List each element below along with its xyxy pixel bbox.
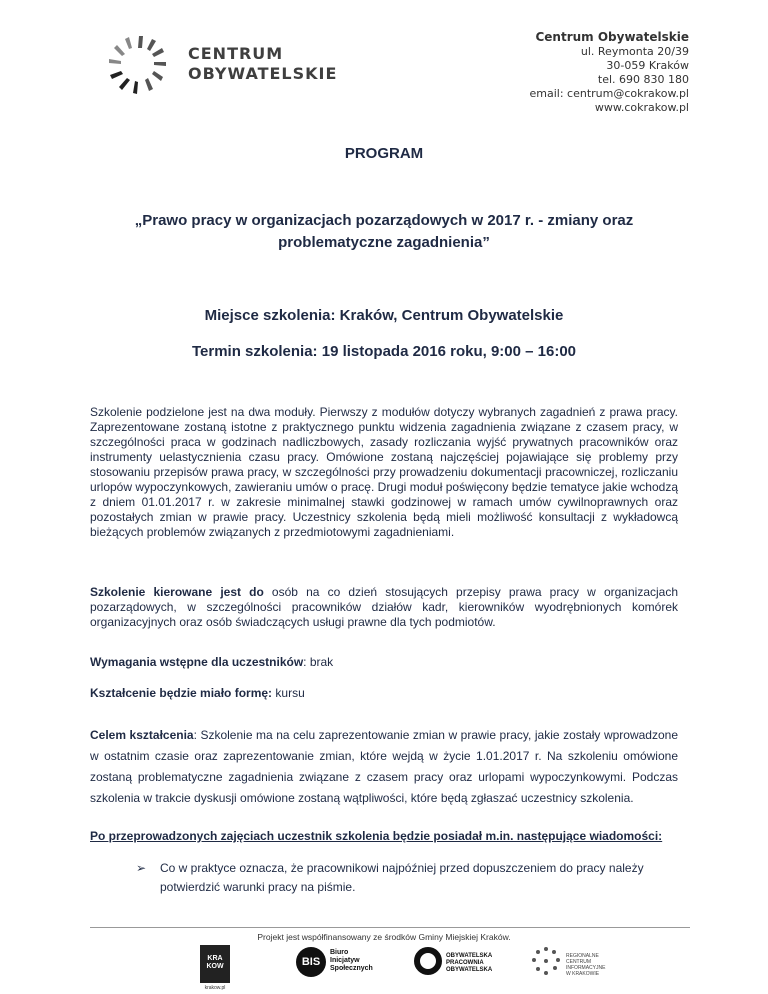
rci-dots-icon — [530, 945, 562, 977]
centrum-obywatelskie-logo — [96, 30, 336, 100]
goal-paragraph — [90, 725, 678, 809]
title-line-1: „Prawo pracy w organizacjach pozarządowych w 2017 r. - zmiany oraz — [134, 212, 634, 229]
krakow-logo-mark: KRA KOW — [206, 955, 224, 970]
contact-phone: tel. 690 830 180 — [597, 73, 689, 86]
contact-email: email: centrum@cokrakow.pl — [529, 87, 689, 100]
description-paragraph: Szkolenie podzielone jest na dwa moduły. Pierwszy z modułów dotyczy wybranych zagadnień z prawa pracy. Zaprezentowane zostaną istotne z praktycznego punktu widzenia zagadnienia związane z czasem pracy, w szczególności praca w godzinach nadliczbowych, zasady rozliczania wyjść prywatnych pracowników oraz instrumenty uelastycznienia czasu pracy. Omówione zostaną najczęściej pojawiające się problemy przy stosowaniu przepisów prawa pracy, w szczególności przy prowadzeniu dokumentacji pracowniczej, rozliczaniu urlopów wypoczynkowych, zawieraniu umów o pracę. Drugi moduł poświęcony będzie tematyce jakie wchodzą z dniem 01.01.2017 r. w zakresie minimalnej stawki godzinowej w ramach umów cywilnoprawnych oraz pozostałych zmian w prawie pracy. Uczestnicy szkolenia będą mieli możliwość konsultacji z wykładowcą bieżących problemów związanych z przedmiotowymi zagadnieniami. — [90, 405, 678, 539]
bullet-text: Co w praktyce oznacza, że pracownikowi najpóźniej przed dopuszczeniem do pracy należy potwierdzić warunki pracy na piśmie. — [160, 861, 644, 894]
pracownia-ring-icon — [414, 947, 442, 975]
bis-logo — [296, 945, 376, 985]
list-item — [136, 859, 681, 897]
training-title — [80, 210, 688, 254]
bis-line-3: Społecznych — [330, 965, 373, 972]
logo-line-2: OBYWATELSKIE — [188, 64, 338, 83]
rci-line-2: CENTRUM — [566, 959, 591, 965]
rci-line-4: W KRAKOWIE — [566, 971, 600, 977]
training-place: Miejsce szkolenia: Kraków, Centrum Obywatelskie — [204, 307, 564, 324]
krakow-logo-caption: krakow.pl — [204, 985, 226, 991]
rci-text — [566, 953, 605, 977]
rci-line-3: INFORMACYJNE — [566, 965, 606, 971]
pracownia-line-1: OBYWATELSKA — [446, 953, 493, 959]
audience-label: Szkolenie kierowane jest do — [90, 585, 264, 599]
bis-text — [330, 949, 373, 973]
bis-line-1: Biuro — [330, 949, 349, 956]
pracownia-line-3: OBYWATELSKA — [446, 967, 493, 973]
rci-line-1: REGIONALNE — [566, 953, 599, 959]
contact-org: Centrum Obywatelskie — [535, 30, 689, 44]
logo-ring-icon — [96, 30, 182, 100]
pracownia-logo — [414, 945, 504, 985]
title-line-2: problematyczne zagadnienia” — [278, 234, 490, 251]
bullet-arrow-icon: ➢ — [136, 861, 147, 875]
partner-logos — [200, 945, 606, 991]
form-line — [90, 686, 678, 701]
contact-street: ul. Reymonta 20/39 — [580, 45, 689, 58]
contact-city: 30-059 Kraków — [606, 59, 689, 72]
bis-line-2: Inicjatyw — [330, 957, 360, 964]
contact-www: www.cokrakow.pl — [594, 101, 689, 114]
requirements-value: : brak — [303, 655, 334, 669]
goal-text: : Szkolenie ma na celu zaprezentowanie zmian w prawie pracy, jakie zostały wprowadzone w ostatnim czasie oraz zaprezentowanie zmian, które wejdą w życie 1.01.2017 r. Na szkoleniu omówione zostaną problematyczne zagadnienia związane z czasem pracy oraz urlopami wypoczynkowymi. Podczas szkolenia w trakcie dyskusji omówione zostaną wątpliwości, które będą zgłaszać uczestnicy szkolenia. — [90, 728, 679, 805]
requirements-label: Wymagania wstępne dla uczestników — [90, 655, 304, 669]
logo-text — [188, 44, 337, 84]
requirements-line — [90, 655, 678, 670]
footer-note: Projekt jest współfinansowany ze środków Gminy Miejskiej Kraków. — [257, 932, 511, 942]
pracownia-line-2: PRACOWNIA — [446, 960, 484, 966]
pracownia-text — [446, 953, 492, 974]
bis-mark: BIS — [296, 947, 326, 977]
footer-divider — [90, 927, 690, 928]
form-value: kursu — [272, 686, 305, 700]
form-label: Kształcenie będzie miało formę: — [90, 686, 273, 700]
knowledge-heading: Po przeprowadzonych zajęciach uczestnik szkolenia będzie posiadał m.in. następujące wiadomości: — [90, 829, 663, 843]
goal-label: Celem kształcenia — [90, 728, 194, 742]
rci-logo — [530, 945, 610, 985]
krakow-logo — [200, 945, 230, 983]
audience-text: osób na co dzień stosujących przepisy prawa pracy w organizacjach pozarządowych, w szczególności pracowników działów kadr, kierowników wyodrębnionych komórek organizacyjnych oraz osób świadczących usługi prawne dla tych podmiotów. — [90, 585, 679, 629]
program-heading: PROGRAM — [344, 145, 424, 162]
logo-line-1: CENTRUM — [188, 44, 284, 63]
audience-paragraph — [90, 585, 678, 630]
contact-block — [530, 30, 690, 115]
training-term: Termin szkolenia: 19 listopada 2016 roku, 9:00 – 16:00 — [191, 343, 577, 360]
